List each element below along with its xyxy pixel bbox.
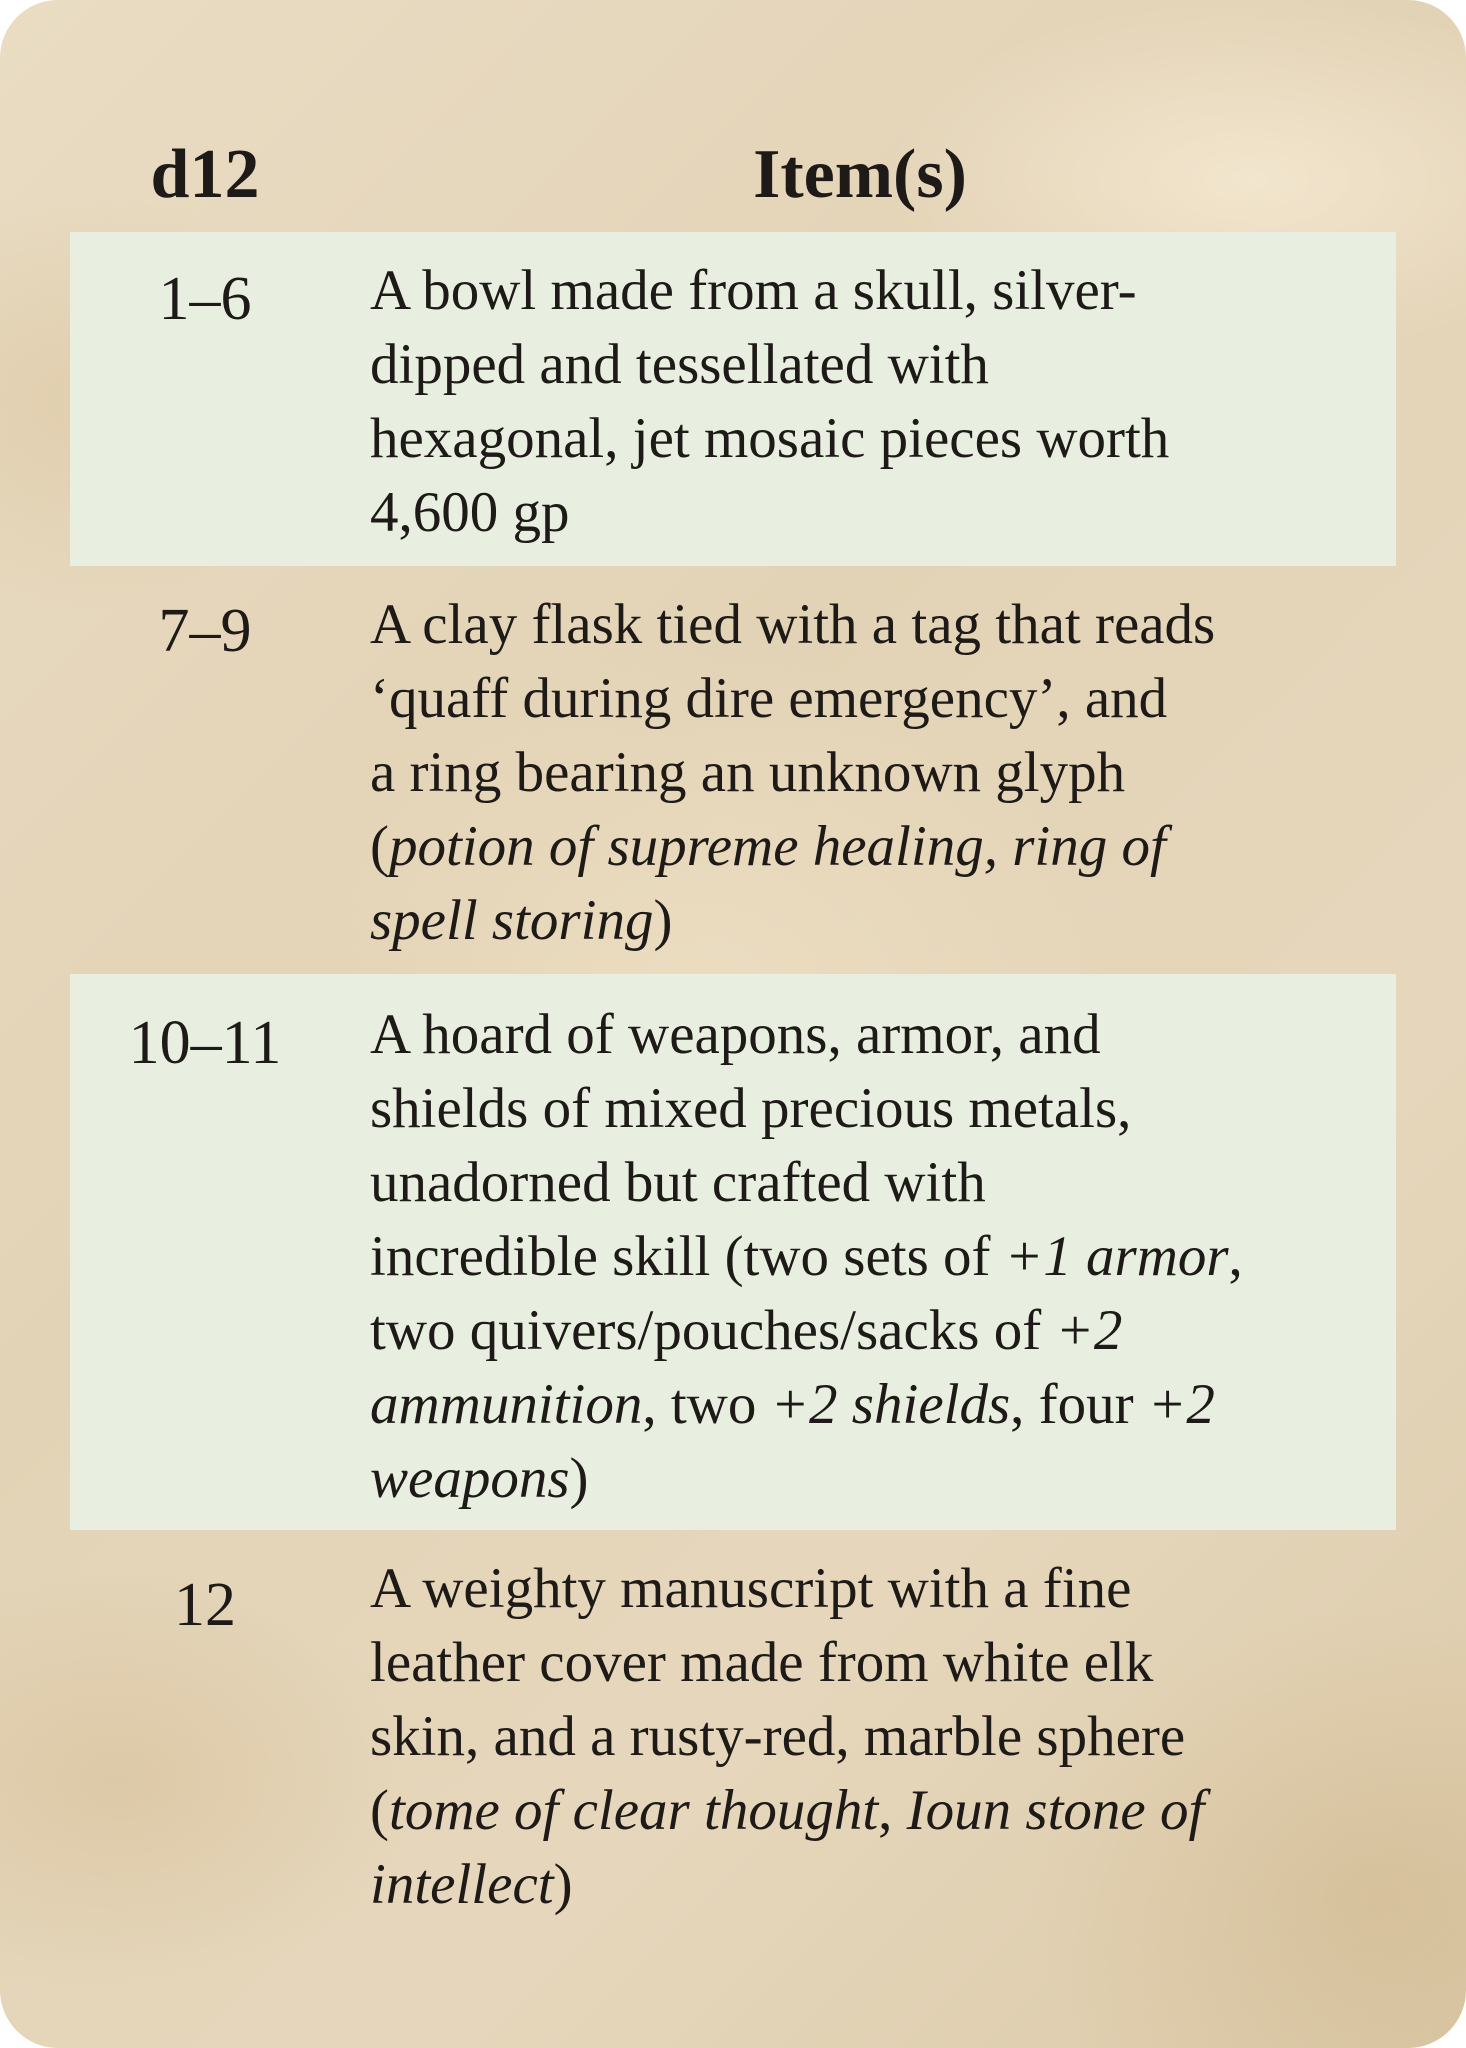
column-header-items: Item(s) — [753, 136, 967, 213]
item-description: A hoard of weapons, armor, and shields of mixed precious metals, unadorned but crafted with incredible skill (two sets of +1 armor, two quivers/pouches/sacks of +2 ammunition, two +2 shields, four +2 weapons) — [370, 1003, 1243, 1510]
table-row — [70, 232, 1396, 566]
table-row — [70, 1530, 1396, 1940]
roll-range: 7–9 — [158, 597, 252, 665]
item-description: A weighty manuscript with a fine leather cover made from white elk skin, and a rusty-red, marble sphere (tome of clear thought, Ioun stone of intellect) — [370, 1557, 1205, 1916]
item-description: A bowl made from a skull, silver- dipped and tessellated with hexagonal, jet mosaic pieces worth 4,600 gp — [370, 259, 1170, 544]
column-header-d12: d12 — [150, 136, 260, 213]
table-row — [70, 566, 1396, 974]
roll-range: 1–6 — [158, 265, 252, 333]
roll-range: 12 — [174, 1571, 236, 1639]
roll-range: 10–11 — [128, 1009, 282, 1077]
table-row — [70, 974, 1396, 1530]
item-description: A clay flask tied with a tag that reads ‘quaff during dire emergency’, and a ring bearing an unknown glyph (potion of supreme healing, ring of spell storing) — [370, 593, 1216, 952]
